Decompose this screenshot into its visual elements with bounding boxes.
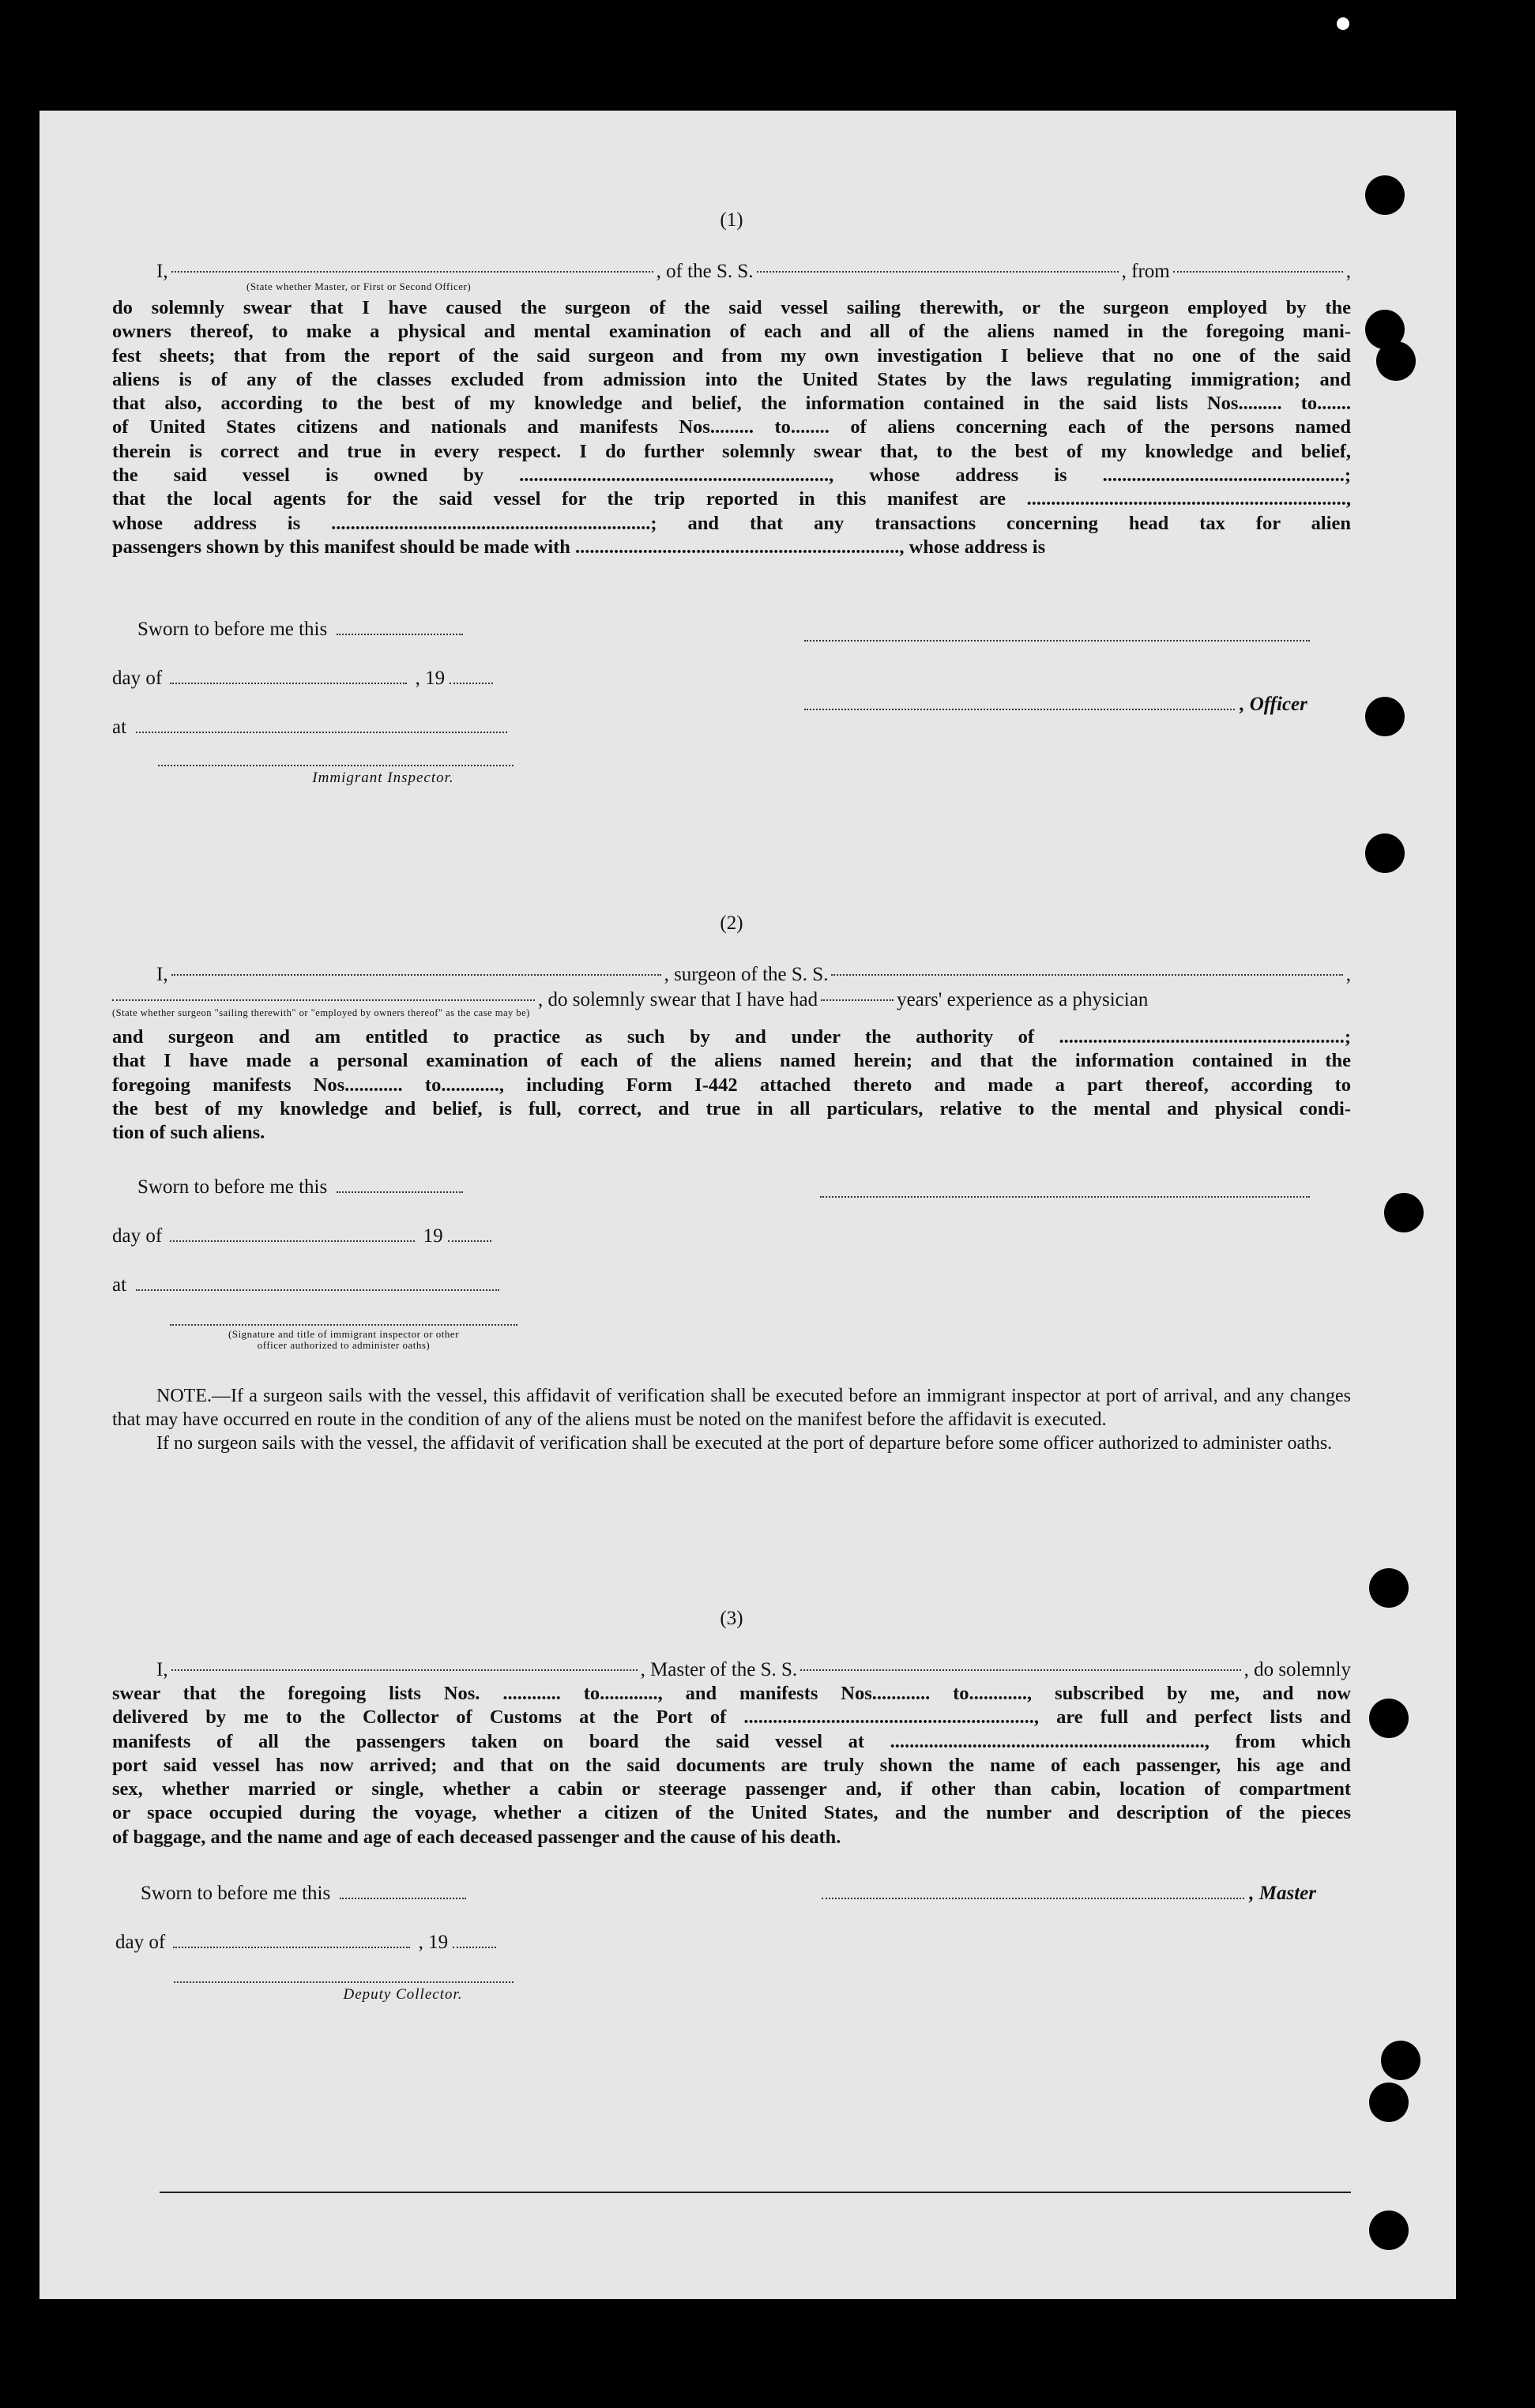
master-name-line: I, , Master of the S. S. , do solemnly (156, 1659, 1351, 1680)
sworn-line-3: Sworn to before me this (141, 1883, 466, 1905)
oath-line: therein is correct and true in every respect. I do further solemnly swear that, to the best of my knowledge and belief, (112, 440, 1351, 462)
punch-hole (1381, 2041, 1420, 2080)
month-field[interactable] (170, 683, 407, 684)
location-field[interactable] (136, 732, 507, 733)
affidavit-section-2 (112, 912, 1351, 1145)
oath-line: foregoing manifests Nos............ to............, including Form I-442 attached thereto and made a part thereof, according to (112, 1074, 1351, 1096)
vessel-name-field[interactable] (800, 1668, 1240, 1671)
collector-signature: Deputy Collector. (174, 1975, 514, 2004)
officer-signature-field[interactable] (804, 709, 1235, 710)
oath-text (112, 1682, 1351, 1849)
officer-name-line: I, , of the S. S. , from , (156, 261, 1351, 282)
sworn-day-field[interactable] (340, 1898, 466, 1899)
oath-line: whose address is ..................................................................; and that any transactions concerning head tax for alien (112, 512, 1351, 534)
experience-line: , do solemnly swear that I have had years' experience as a physician (112, 988, 1351, 1012)
punch-hole (1369, 1568, 1409, 1608)
officer-caption: (State whether Master, or First or Second Officer) (246, 280, 472, 292)
punch-hole (1384, 1193, 1424, 1232)
oath-line: or space occupied during the voyage, whether a citizen of the United States, and the number and description of the pieces (112, 1802, 1351, 1824)
oath-line: tion of such aliens. (112, 1122, 265, 1144)
oath-text (112, 296, 1351, 559)
punch-hole (1369, 2210, 1409, 2250)
note-paragraph-2: If no surgeon sails with the vessel, the affidavit of verification shall be executed at the port of departure before some officer authorized to administer oaths. (156, 1433, 1333, 1454)
oath-line: the best of my knowledge and belief, is full, correct, and true in all particulars, relative to the mental and physical condi- (112, 1097, 1351, 1119)
from-port-field[interactable] (1173, 269, 1343, 273)
punch-hole (1365, 175, 1405, 215)
oath-line: that also, according to the best of my knowledge and belief, the information contained in the said lists Nos......... to....... (112, 393, 1351, 415)
authorized-signature-field[interactable] (170, 1319, 517, 1326)
oath-line: manifests of all the passengers taken on board the said vessel at ................................................................., from which (112, 1730, 1351, 1752)
oath-line: passengers shown by this manifest should be made with ..................................................................., whose address is (112, 536, 1046, 558)
officer-signature: , Officer (804, 694, 1310, 716)
sworn-line-2: Sworn to before me this (137, 1176, 463, 1198)
punch-hole (1369, 1699, 1409, 1738)
officer-name-field[interactable] (171, 269, 653, 273)
oath-line: do solemnly swear that I have caused the surgeon of the said vessel sailing therewith, or the surgeon employed by the (112, 297, 1351, 318)
section-number: (2) (720, 912, 743, 934)
sworn-line-1: Sworn to before me this (137, 619, 463, 641)
year-field[interactable] (448, 1240, 491, 1242)
vessel-name-field[interactable] (757, 269, 1119, 273)
day-of-line-1: day of , 19 (112, 668, 493, 690)
section-number: (3) (720, 1608, 743, 1629)
master-signature: , Master (822, 1883, 1359, 1905)
section-number: (1) (720, 209, 743, 231)
punch-hole (1369, 2083, 1409, 2122)
affidavit-section-3 (112, 1608, 1351, 1849)
oath-line: delivered by me to the Collector of Customs at the Port of ............................................................, are full and perfect lists and (112, 1706, 1351, 1729)
year-field[interactable] (450, 683, 493, 684)
oath-line: owners thereof, to make a physical and mental examination of each and all of the aliens named in the foregoing mani- (112, 321, 1351, 343)
at-line-1: at (112, 717, 507, 739)
month-field[interactable] (173, 1947, 410, 1948)
oath-line: fest sheets; that from the report of the said surgeon and from my own investigation I believe that no one of the said (112, 344, 1351, 367)
scan-speck (1337, 17, 1349, 30)
surgeon-type-field[interactable] (112, 998, 535, 1001)
collector-signature-field[interactable] (174, 1975, 514, 1983)
upper-signature-field[interactable] (804, 623, 1310, 642)
punch-hole (1365, 833, 1405, 873)
master-signature-field[interactable] (822, 1898, 1244, 1899)
vessel-name-field[interactable] (831, 973, 1342, 976)
oath-line: the said vessel is owned by ................................................................, whose address is ..................................................; (112, 465, 1351, 487)
years-field[interactable] (821, 998, 894, 1001)
affidavit-section-1 (112, 209, 1351, 559)
month-field[interactable] (170, 1240, 415, 1242)
oath-line: port said vessel has now arrived; and that on the said documents are truly shown the name of each passenger, his age and (112, 1754, 1351, 1776)
oath-line: of baggage, and the name and age of each deceased passenger and the cause of his death. (112, 1826, 841, 1848)
punch-hole (1376, 341, 1416, 381)
note-paragraph-1: NOTE.—If a surgeon sails with the vessel, this affidavit of verification shall be executed before an immigrant inspector at port of arrival, and any changes that may have occurred en route in the condition of any of the aliens must be noted on the manifest before the affidavit is executed. (112, 1386, 1351, 1430)
at-line-2: at (112, 1274, 499, 1296)
oath-line: that the local agents for the said vessel for the trip reported in this manifest are .................................................................., (112, 488, 1351, 510)
oath-line: and surgeon and am entitled to practice as such by and under the authority of ...........................................................; (112, 1026, 1351, 1048)
note-block (112, 1384, 1351, 1455)
oath-line: that I have made a personal examination of each of the aliens named herein; and that the information contained in the (112, 1050, 1351, 1072)
punch-hole (1365, 697, 1405, 736)
day-of-line-3: day of , 19 (115, 1932, 496, 1954)
master-name-field[interactable] (171, 1668, 638, 1671)
surgeon-signature-field[interactable] (820, 1180, 1310, 1198)
authorized-signature: (Signature and title of immigrant inspector or other officer authorized to administer oaths) (170, 1319, 517, 1351)
oath-line: of United States citizens and nationals and manifests Nos......... to........ of aliens concerning each of the persons named (112, 416, 1351, 438)
oath-line: sex, whether married or single, whether a cabin or steerage passenger and, if other than cabin, location of compartment (112, 1778, 1351, 1800)
bottom-rule (160, 2192, 1351, 2193)
inspector-signature: Immigrant Inspector. (158, 758, 514, 787)
year-field[interactable] (453, 1947, 496, 1948)
surgeon-name-field[interactable] (171, 973, 661, 976)
oath-line: aliens is of any of the classes excluded from admission into the United States by the laws regulating immigration; and (112, 368, 1351, 390)
sworn-day-field[interactable] (337, 1191, 463, 1193)
inspector-signature-field[interactable] (158, 758, 514, 766)
surgeon-caption: (State whether surgeon "sailing therewith" or "employed by owners thereof" as the case may be) (112, 1007, 530, 1018)
oath-text (112, 1025, 1351, 1145)
location-field[interactable] (136, 1289, 499, 1291)
surgeon-name-line: I, , surgeon of the S. S. , (156, 964, 1351, 985)
day-of-line-2: day of 19 (112, 1225, 491, 1247)
oath-line: swear that the foregoing lists Nos. ............ to............, and manifests Nos............ to............, subscribed by me, and now (112, 1683, 1351, 1704)
form-page (40, 111, 1456, 2299)
sworn-day-field[interactable] (337, 634, 463, 635)
